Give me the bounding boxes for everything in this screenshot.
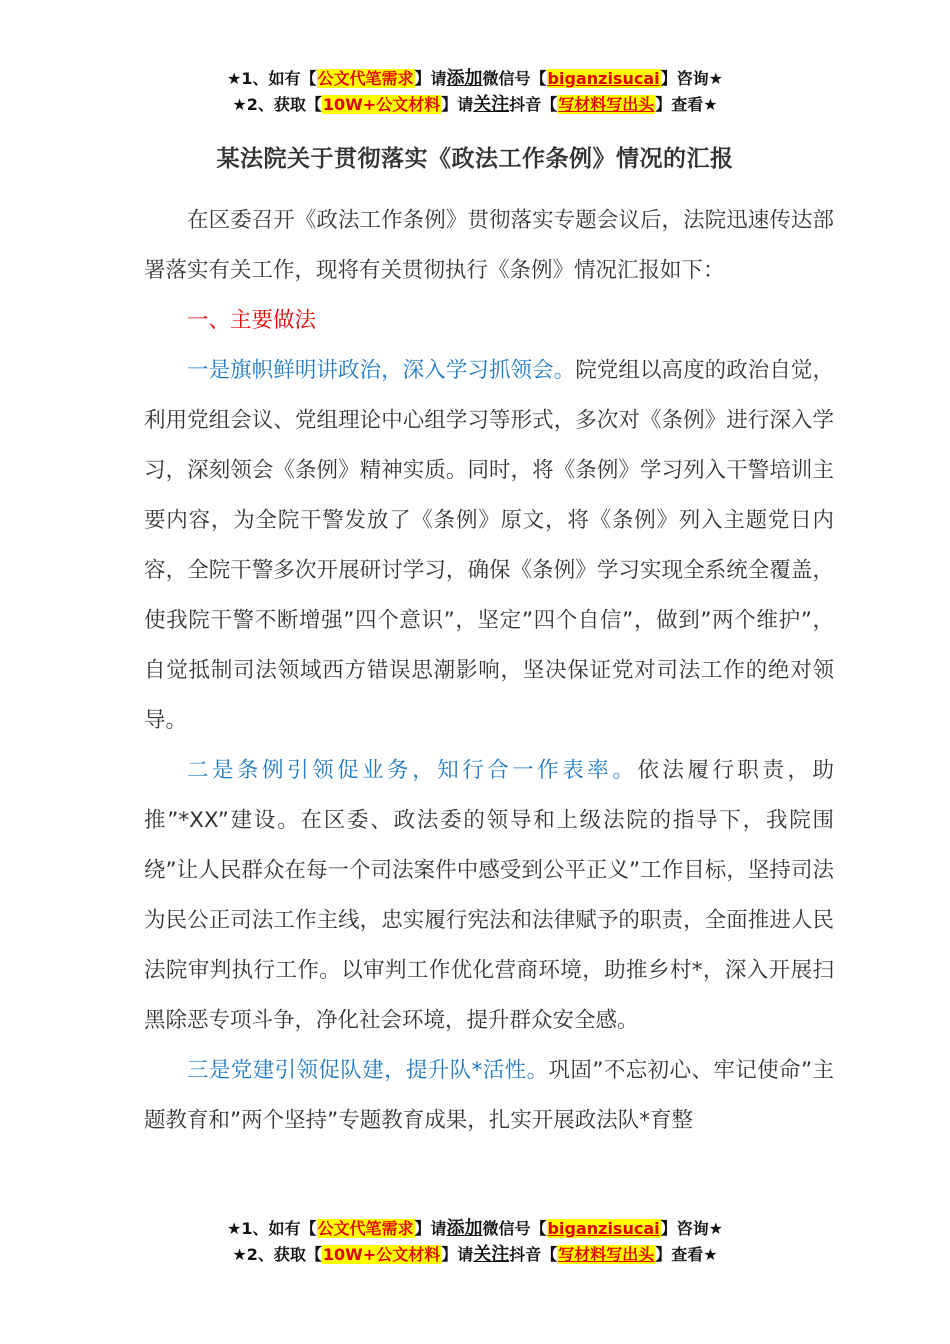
douyin-account: 写材料写出头 — [558, 1245, 655, 1264]
banner-highlight: 10W+公文材料 — [322, 95, 441, 114]
section-heading: 一、主要做法 — [187, 308, 317, 333]
paragraph-2: 二是条例引领促业务，知行合一作表率。依法履行职责，助推”*XX”建设。在区委、政法委的领导和上级法院的指导下，我院围绕”让人民群众在每一个司法案件中感受到公平正义”工作目标，坚持司法为民公正司法工作主线，忠实履行宪法和法律赋予的职责，全面推进人民法院审判执行工作。以审判工作优化营商环境，助推乡村*，深入开展扫黑除恶专项斗争，净化社会环境，提升群众安全感。 — [144, 758, 834, 1033]
intro-paragraph: 在区委召开《政法工作条例》贯彻落实专题会议后，法院迅速传达部署落实有关工作，现将有关贯彻执行《条例》情况汇报如下： — [144, 208, 834, 283]
wechat-id: biganzisucai — [547, 69, 660, 88]
paragraph-lead: 二是条例引领促业务，知行合一作表率。 — [187, 758, 638, 783]
douyin-account: 写材料写出头 — [558, 95, 655, 114]
wechat-id: biganzisucai — [547, 1219, 660, 1238]
banner-line-2: ★2、获取【10W+公文材料】请关注抖音【写材料写出头】查看★ — [232, 94, 718, 115]
banner-highlight: 公文代笔需求 — [317, 69, 414, 88]
document-body — [144, 196, 834, 1146]
paragraph-1: 一是旗帜鲜明讲政治，深入学习抓领会。院党组以高度的政治自觉，利用党组会议、党组理论中心组学习等形式，多次对《条例》进行深入学习，深刻领会《条例》精神实质。同时，将《条例》学习列入干警培训主要内容，为全院干警发放了《条例》原文，将《条例》列入主题党日内容，全院干警多次开展研讨学习，确保《条例》学习实现全系统全覆盖，使我院干警不断增强”四个意识”，坚定”四个自信”，做到”两个维护”，自觉抵制司法领域西方错误思潮影响，坚决保证党对司法工作的绝对领导。 — [144, 358, 834, 733]
banner-highlight: 公文代笔需求 — [317, 1219, 414, 1238]
paragraph-lead: 一是旗帜鲜明讲政治，深入学习抓领会。 — [187, 358, 576, 383]
banner-line-2: ★2、获取【10W+公文材料】请关注抖音【写材料写出头】查看★ — [232, 1244, 718, 1265]
footer-banner — [0, 1216, 950, 1268]
banner-highlight: 10W+公文材料 — [322, 1245, 441, 1264]
paragraph-3: 三是党建引领促队建，提升队*活性。巩固”不忘初心、牢记使命”主题教育和”两个坚持”专题教育成果，扎实开展政法队*育整 — [144, 1058, 834, 1133]
banner-line-1: ★1、如有【公文代笔需求】请添加微信号【biganzisucai】咨询★ — [227, 68, 723, 89]
paragraph-lead: 三是党建引领促队建，提升队*活性。 — [187, 1058, 549, 1083]
banner-line-1: ★1、如有【公文代笔需求】请添加微信号【biganzisucai】咨询★ — [227, 1218, 723, 1239]
document-title: 某法院关于贯彻落实《政法工作条例》情况的汇报 — [216, 146, 734, 172]
header-banner — [0, 66, 950, 118]
